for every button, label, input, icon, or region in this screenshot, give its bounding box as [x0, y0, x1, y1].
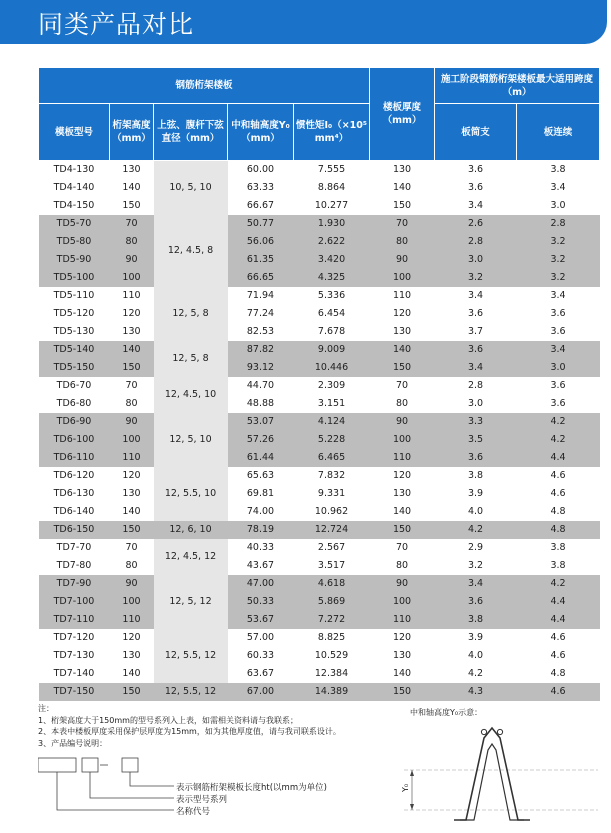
cell-diameter: 10, 5, 10: [154, 161, 228, 215]
cell-diameter: 12, 6, 10: [154, 521, 228, 539]
cell-continuous-span: 4.8: [517, 665, 600, 683]
cell-inertia: 3.151: [294, 395, 370, 413]
cell-simple-span: 3.5: [435, 431, 517, 449]
cell-floor-thickness: 90: [370, 251, 435, 269]
col-header-model: 模板型号: [39, 104, 110, 161]
cell-continuous-span: 4.4: [517, 593, 600, 611]
header-floor-thickness: 楼板厚度（mm）: [370, 68, 435, 161]
cell-model: TD5-110: [39, 287, 110, 305]
cell-truss-height: 100: [110, 593, 154, 611]
cell-model: TD6-140: [39, 503, 110, 521]
cell-simple-span: 2.6: [435, 215, 517, 233]
cell-neutral-axis: 78.19: [228, 521, 294, 539]
cell-floor-thickness: 70: [370, 215, 435, 233]
cell-continuous-span: 4.2: [517, 413, 600, 431]
cell-model: TD6-120: [39, 467, 110, 485]
cell-continuous-span: 4.4: [517, 449, 600, 467]
table-row: [39, 665, 600, 683]
cell-truss-height: 110: [110, 611, 154, 629]
cell-floor-thickness: 140: [370, 179, 435, 197]
cell-inertia: 2.567: [294, 539, 370, 557]
cell-inertia: 5.228: [294, 431, 370, 449]
cell-diameter: 12, 5, 10: [154, 413, 228, 467]
cell-continuous-span: 3.6: [517, 323, 600, 341]
table-row: [39, 323, 600, 341]
table-row: [39, 557, 600, 575]
cell-continuous-span: 3.2: [517, 269, 600, 287]
cell-model: TD6-110: [39, 449, 110, 467]
cell-neutral-axis: 40.33: [228, 539, 294, 557]
comparison-table: [38, 67, 600, 701]
table-row: [39, 359, 600, 377]
table-row: [39, 521, 600, 539]
note-line-2: 2、本表中楼板厚度采用保护层厚度为15mm，如为其他厚度值，请与我司联系设计。: [38, 727, 341, 736]
page-header: [0, 0, 607, 44]
cell-model: TD5-150: [39, 359, 110, 377]
neutral-axis-diagram-title: 中和轴高度Y₀示意：: [410, 708, 483, 717]
cell-inertia: 4.124: [294, 413, 370, 431]
cell-continuous-span: 3.8: [517, 161, 600, 179]
cell-simple-span: 3.4: [435, 359, 517, 377]
cell-continuous-span: 4.2: [517, 575, 600, 593]
cell-floor-thickness: 150: [370, 683, 435, 701]
table-row: [39, 539, 600, 557]
table-row: [39, 449, 600, 467]
cell-floor-thickness: 140: [370, 341, 435, 359]
cell-model: TD7-90: [39, 575, 110, 593]
cell-inertia: 5.869: [294, 593, 370, 611]
cell-neutral-axis: 65.63: [228, 467, 294, 485]
col-header-neutral-axis: 中和轴高度Y₀（mm）: [228, 104, 294, 161]
table-row: [39, 647, 600, 665]
table-row: [39, 377, 600, 395]
cell-inertia: 4.325: [294, 269, 370, 287]
cell-neutral-axis: 50.33: [228, 593, 294, 611]
cell-simple-span: 3.6: [435, 341, 517, 359]
table-body: [39, 161, 600, 701]
y0-label: Y₀: [401, 783, 410, 792]
cell-model: TD7-110: [39, 611, 110, 629]
cell-model: TD6-90: [39, 413, 110, 431]
cell-model: TD5-130: [39, 323, 110, 341]
legend-name-code: 名称代号: [176, 807, 211, 817]
cell-floor-thickness: 90: [370, 575, 435, 593]
table-row: [39, 233, 600, 251]
cell-inertia: 1.930: [294, 215, 370, 233]
cell-truss-height: 140: [110, 503, 154, 521]
comparison-table-wrapper: [38, 67, 599, 701]
cell-continuous-span: 3.6: [517, 377, 600, 395]
note-line-3: 3、产品编号说明：: [38, 738, 108, 748]
note-line-1: 1、桁架高度大于150mm的型号系列入上表，如需相关资料请与我联系；: [38, 715, 298, 725]
cell-model: TD6-70: [39, 377, 110, 395]
cell-diameter: 12, 4.5, 12: [154, 539, 228, 575]
table-row: [39, 251, 600, 269]
cell-inertia: 12.384: [294, 665, 370, 683]
cell-truss-height: 120: [110, 467, 154, 485]
table-row: [39, 629, 600, 647]
cell-truss-height: 100: [110, 431, 154, 449]
cell-neutral-axis: 57.00: [228, 629, 294, 647]
cell-diameter: 12, 5.5, 12: [154, 629, 228, 683]
cell-simple-span: 2.8: [435, 233, 517, 251]
cell-model: TD6-150: [39, 521, 110, 539]
cell-simple-span: 3.0: [435, 251, 517, 269]
cell-floor-thickness: 120: [370, 629, 435, 647]
table-row: [39, 269, 600, 287]
cell-neutral-axis: 66.67: [228, 197, 294, 215]
cell-truss-height: 140: [110, 179, 154, 197]
cell-model: TD6-80: [39, 395, 110, 413]
legend-length: 表示钢筋桁架模板长度ht(以mm为单位): [176, 783, 327, 793]
cell-truss-height: 110: [110, 287, 154, 305]
cell-simple-span: 4.0: [435, 503, 517, 521]
cell-diameter: 12, 4.5, 10: [154, 377, 228, 413]
cell-inertia: 6.465: [294, 449, 370, 467]
cell-inertia: 8.825: [294, 629, 370, 647]
cell-simple-span: 3.9: [435, 485, 517, 503]
cell-floor-thickness: 140: [370, 665, 435, 683]
cell-truss-height: 130: [110, 647, 154, 665]
cell-simple-span: 3.4: [435, 197, 517, 215]
cell-truss-height: 80: [110, 233, 154, 251]
cell-floor-thickness: 120: [370, 305, 435, 323]
cell-model: TD4-130: [39, 161, 110, 179]
cell-model: TD5-100: [39, 269, 110, 287]
cell-simple-span: 4.0: [435, 647, 517, 665]
cell-continuous-span: 4.8: [517, 503, 600, 521]
cell-simple-span: 3.2: [435, 557, 517, 575]
cell-model: TD7-140: [39, 665, 110, 683]
cell-continuous-span: 4.6: [517, 683, 600, 701]
cell-model: TD7-100: [39, 593, 110, 611]
cell-neutral-axis: 71.94: [228, 287, 294, 305]
cell-neutral-axis: 61.44: [228, 449, 294, 467]
neutral-axis-diagram: [396, 718, 606, 830]
legend-series: 表示型号系列: [176, 795, 228, 805]
cell-truss-height: 90: [110, 251, 154, 269]
cell-model: TD7-80: [39, 557, 110, 575]
cell-simple-span: 3.6: [435, 593, 517, 611]
cell-continuous-span: 2.8: [517, 215, 600, 233]
cell-diameter: 12, 4.5, 8: [154, 215, 228, 287]
cell-model: TD6-100: [39, 431, 110, 449]
cell-inertia: 14.389: [294, 683, 370, 701]
table-row: [39, 683, 600, 701]
cell-truss-height: 90: [110, 575, 154, 593]
header-max-span: 施工阶段钢筋桁架楼板最大适用跨度（m）: [435, 68, 600, 104]
cell-diameter: 12, 5, 12: [154, 575, 228, 629]
cell-inertia: 5.336: [294, 287, 370, 305]
cell-continuous-span: 4.6: [517, 485, 600, 503]
cell-floor-thickness: 110: [370, 449, 435, 467]
cell-floor-thickness: 100: [370, 593, 435, 611]
notes-title: 注：: [38, 704, 54, 713]
table-row: [39, 413, 600, 431]
cell-continuous-span: 4.6: [517, 629, 600, 647]
cell-diameter: 12, 5, 8: [154, 341, 228, 377]
cell-inertia: 2.309: [294, 377, 370, 395]
cell-floor-thickness: 80: [370, 557, 435, 575]
cell-floor-thickness: 110: [370, 611, 435, 629]
cell-model: TD6-130: [39, 485, 110, 503]
cell-floor-thickness: 130: [370, 647, 435, 665]
cell-continuous-span: 3.4: [517, 287, 600, 305]
cell-continuous-span: 3.6: [517, 305, 600, 323]
cell-neutral-axis: 87.82: [228, 341, 294, 359]
cell-floor-thickness: 70: [370, 377, 435, 395]
cell-floor-thickness: 150: [370, 521, 435, 539]
cell-neutral-axis: 48.88: [228, 395, 294, 413]
cell-simple-span: 3.6: [435, 161, 517, 179]
cell-simple-span: 3.8: [435, 611, 517, 629]
cell-truss-height: 120: [110, 629, 154, 647]
cell-neutral-axis: 82.53: [228, 323, 294, 341]
cell-continuous-span: 4.8: [517, 521, 600, 539]
table-row: [39, 431, 600, 449]
cell-inertia: 8.864: [294, 179, 370, 197]
cell-neutral-axis: 60.33: [228, 647, 294, 665]
cell-continuous-span: 3.4: [517, 341, 600, 359]
table-row: [39, 215, 600, 233]
cell-continuous-span: 3.8: [517, 557, 600, 575]
cell-inertia: 3.517: [294, 557, 370, 575]
cell-neutral-axis: 67.00: [228, 683, 294, 701]
cell-truss-height: 140: [110, 341, 154, 359]
notes: [38, 703, 341, 749]
cell-continuous-span: 3.4: [517, 179, 600, 197]
cell-neutral-axis: 66.65: [228, 269, 294, 287]
cell-inertia: 9.331: [294, 485, 370, 503]
cell-continuous-span: 3.6: [517, 395, 600, 413]
cell-truss-height: 70: [110, 377, 154, 395]
cell-truss-height: 150: [110, 359, 154, 377]
cell-simple-span: 3.2: [435, 269, 517, 287]
cell-diameter: 12, 5.5, 10: [154, 467, 228, 521]
cell-neutral-axis: 50.77: [228, 215, 294, 233]
cell-floor-thickness: 100: [370, 431, 435, 449]
cell-truss-height: 90: [110, 413, 154, 431]
cell-model: TD5-120: [39, 305, 110, 323]
cell-model: TD5-90: [39, 251, 110, 269]
table-row: [39, 161, 600, 179]
cell-neutral-axis: 53.67: [228, 611, 294, 629]
cell-inertia: 10.529: [294, 647, 370, 665]
cell-truss-height: 140: [110, 665, 154, 683]
cell-truss-height: 130: [110, 323, 154, 341]
cell-neutral-axis: 74.00: [228, 503, 294, 521]
cell-model: TD7-130: [39, 647, 110, 665]
cell-inertia: 4.618: [294, 575, 370, 593]
cell-floor-thickness: 110: [370, 287, 435, 305]
table-row: [39, 395, 600, 413]
cell-simple-span: 4.3: [435, 683, 517, 701]
cell-truss-height: 80: [110, 557, 154, 575]
cell-simple-span: 4.2: [435, 665, 517, 683]
cell-inertia: 9.009: [294, 341, 370, 359]
cell-neutral-axis: 53.07: [228, 413, 294, 431]
cell-simple-span: 3.4: [435, 575, 517, 593]
cell-truss-height: 130: [110, 485, 154, 503]
cell-truss-height: 150: [110, 683, 154, 701]
cell-model: TD5-80: [39, 233, 110, 251]
cell-truss-height: 150: [110, 521, 154, 539]
cell-neutral-axis: 77.24: [228, 305, 294, 323]
cell-floor-thickness: 80: [370, 395, 435, 413]
cell-simple-span: 3.0: [435, 395, 517, 413]
cell-model: TD7-150: [39, 683, 110, 701]
cell-neutral-axis: 43.67: [228, 557, 294, 575]
table-row: [39, 503, 600, 521]
cell-neutral-axis: 44.70: [228, 377, 294, 395]
cell-continuous-span: 3.0: [517, 197, 600, 215]
table-row: [39, 467, 600, 485]
col-header-diameter: 上弦、腹杆下弦直径（mm）: [154, 104, 228, 161]
cell-simple-span: 3.7: [435, 323, 517, 341]
cell-truss-height: 110: [110, 449, 154, 467]
cell-inertia: 2.622: [294, 233, 370, 251]
cell-floor-thickness: 130: [370, 485, 435, 503]
cell-simple-span: 3.6: [435, 305, 517, 323]
cell-truss-height: 150: [110, 197, 154, 215]
cell-model: TD5-70: [39, 215, 110, 233]
table-row: [39, 575, 600, 593]
table-row: [39, 305, 600, 323]
cell-inertia: 6.454: [294, 305, 370, 323]
cell-floor-thickness: 90: [370, 413, 435, 431]
cell-truss-height: 130: [110, 161, 154, 179]
cell-floor-thickness: 130: [370, 161, 435, 179]
cell-simple-span: 3.4: [435, 287, 517, 305]
cell-neutral-axis: 69.81: [228, 485, 294, 503]
cell-model: TD7-70: [39, 539, 110, 557]
cell-simple-span: 3.8: [435, 467, 517, 485]
cell-simple-span: 4.2: [435, 521, 517, 539]
cell-neutral-axis: 60.00: [228, 161, 294, 179]
cell-floor-thickness: 100: [370, 269, 435, 287]
cell-truss-height: 70: [110, 539, 154, 557]
cell-simple-span: 3.6: [435, 449, 517, 467]
cell-floor-thickness: 130: [370, 323, 435, 341]
cell-neutral-axis: 57.26: [228, 431, 294, 449]
cell-floor-thickness: 70: [370, 539, 435, 557]
cell-diameter: 12, 5.5, 12: [154, 683, 228, 701]
cell-continuous-span: 4.2: [517, 431, 600, 449]
cell-continuous-span: 3.2: [517, 233, 600, 251]
cell-model: TD5-140: [39, 341, 110, 359]
cell-simple-span: 3.6: [435, 179, 517, 197]
cell-continuous-span: 4.4: [517, 611, 600, 629]
cell-simple-span: 3.9: [435, 629, 517, 647]
cell-floor-thickness: 150: [370, 359, 435, 377]
cell-truss-height: 100: [110, 269, 154, 287]
cell-simple-span: 2.8: [435, 377, 517, 395]
cell-inertia: 10.446: [294, 359, 370, 377]
table-row: [39, 593, 600, 611]
cell-diameter: 12, 5, 8: [154, 287, 228, 341]
cell-continuous-span: 4.6: [517, 647, 600, 665]
cell-simple-span: 2.9: [435, 539, 517, 557]
table-row: [39, 197, 600, 215]
cell-inertia: 7.832: [294, 467, 370, 485]
col-header-simple-span: 板简支: [435, 104, 517, 161]
cell-inertia: 3.420: [294, 251, 370, 269]
col-header-continuous-span: 板连续: [517, 104, 600, 161]
cell-floor-thickness: 140: [370, 503, 435, 521]
cell-neutral-axis: 93.12: [228, 359, 294, 377]
cell-neutral-axis: 63.33: [228, 179, 294, 197]
cell-continuous-span: 3.2: [517, 251, 600, 269]
cell-continuous-span: 3.0: [517, 359, 600, 377]
col-header-inertia: 惯性矩I₀（×10⁵ mm⁴）: [294, 104, 370, 161]
page-title: 同类产品对比: [38, 10, 195, 39]
cell-simple-span: 3.3: [435, 413, 517, 431]
cell-truss-height: 70: [110, 215, 154, 233]
table-row: [39, 287, 600, 305]
cell-continuous-span: 4.6: [517, 467, 600, 485]
cell-inertia: 10.277: [294, 197, 370, 215]
table-row: [39, 341, 600, 359]
cell-model: TD4-150: [39, 197, 110, 215]
cell-neutral-axis: 47.00: [228, 575, 294, 593]
cell-inertia: 7.555: [294, 161, 370, 179]
cell-model: TD4-140: [39, 179, 110, 197]
cell-floor-thickness: 80: [370, 233, 435, 251]
cell-inertia: 10.962: [294, 503, 370, 521]
cell-inertia: 7.272: [294, 611, 370, 629]
cell-neutral-axis: 61.35: [228, 251, 294, 269]
cell-inertia: 12.724: [294, 521, 370, 539]
header-truss-floor: 钢筋桁架楼板: [39, 68, 370, 104]
cell-truss-height: 120: [110, 305, 154, 323]
cell-floor-thickness: 150: [370, 197, 435, 215]
table-row: [39, 485, 600, 503]
cell-continuous-span: 3.8: [517, 539, 600, 557]
table-row: [39, 179, 600, 197]
cell-inertia: 7.678: [294, 323, 370, 341]
table-row: [39, 611, 600, 629]
cell-neutral-axis: 63.67: [228, 665, 294, 683]
cell-model: TD7-120: [39, 629, 110, 647]
cell-floor-thickness: 120: [370, 467, 435, 485]
cell-truss-height: 80: [110, 395, 154, 413]
cell-neutral-axis: 56.06: [228, 233, 294, 251]
col-header-truss-height: 桁架高度（mm）: [110, 104, 154, 161]
